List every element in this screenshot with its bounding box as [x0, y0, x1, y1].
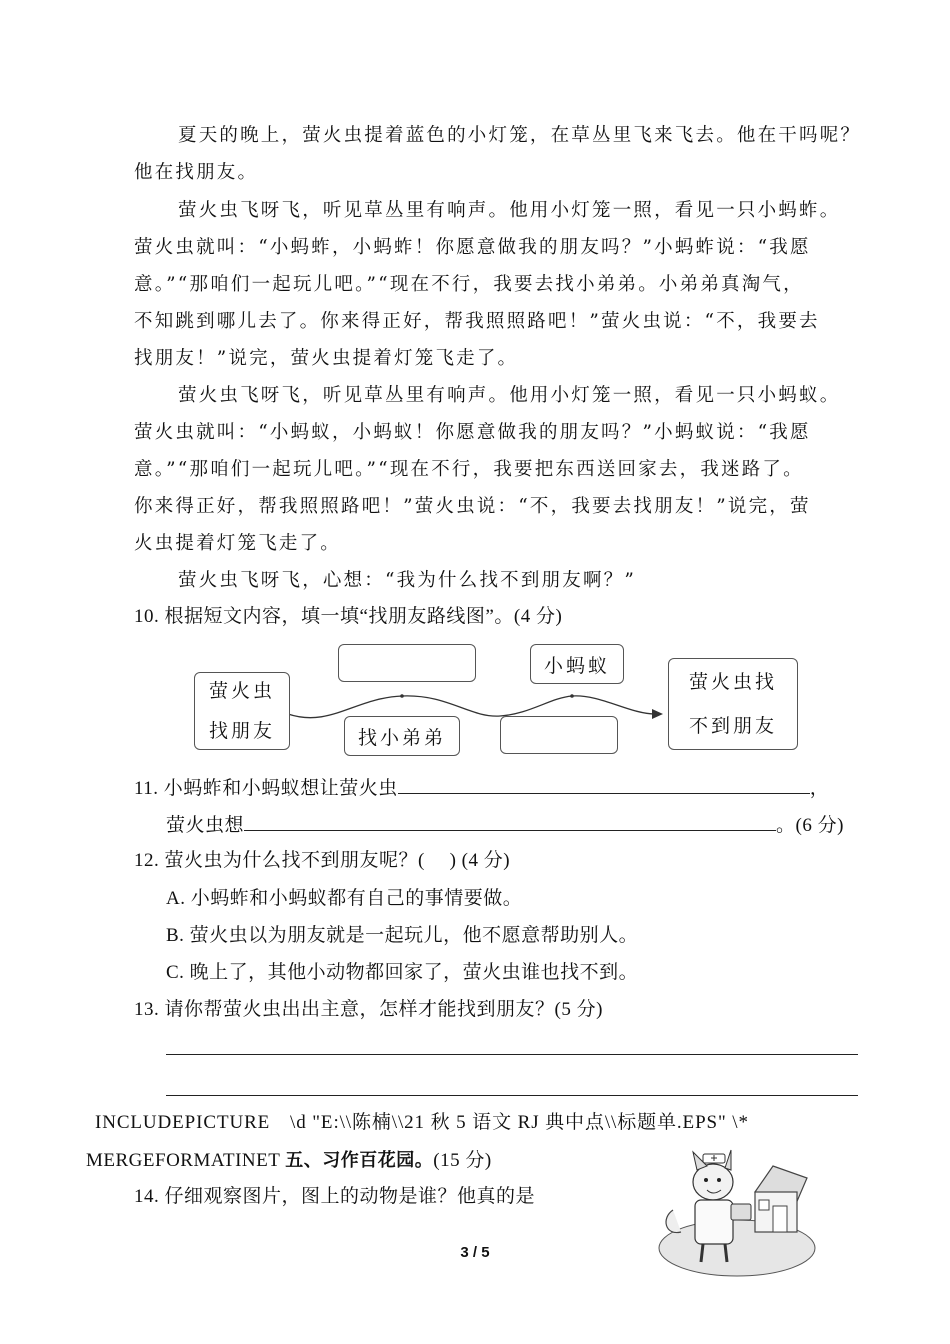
question-12-option-c[interactable]: C. 晚上了，其他小动物都回家了，萤火虫谁也找不到。	[166, 962, 639, 983]
question-13-answer-line-2[interactable]	[166, 1095, 858, 1096]
route-box-ant: 小蚂蚁	[530, 644, 624, 684]
story-p3-line5: 火虫提着灯笼飞走了。	[134, 533, 342, 554]
question-12: 12. 萤火虫为什么找不到朋友呢？( ) (4 分)	[134, 850, 511, 871]
route-blank-box-1[interactable]	[338, 644, 476, 682]
house-icon	[755, 1166, 807, 1232]
section5-field-code-end: MERGEFORMATINET	[86, 1150, 286, 1171]
question-12-option-b[interactable]: B. 萤火虫以为朋友就是一起玩儿，他不愿意帮助别人。	[166, 925, 639, 946]
story-p1-line1: 夏天的晚上，萤火虫提着蓝色的小灯笼，在草丛里飞来飞去。他在干吗呢？	[178, 125, 862, 146]
story-p2-line2: 萤火虫就叫：“小蚂蚱，小蚂蚱！你愿意做我的朋友吗？”小蚂蚱说：“我愿	[134, 237, 811, 258]
story-p2-line4: 不知跳到哪儿去了。你来得正好，帮我照照路吧！”萤火虫说：“不，我要去	[134, 311, 820, 332]
question-13: 13. 请你帮萤火虫出出主意，怎样才能找到朋友？(5 分)	[134, 999, 603, 1020]
question-12-option-a[interactable]: A. 小蚂蚱和小蚂蚁都有自己的事情要做。	[166, 888, 523, 909]
route-end-line1: 萤火虫找	[688, 671, 777, 693]
route-dot-2	[570, 694, 574, 698]
route-start-line2: 找朋友	[208, 720, 275, 742]
section5-score: (15 分)	[433, 1150, 492, 1171]
page-number: 3 / 5	[460, 1244, 490, 1261]
question-10: 10. 根据短文内容，填一填“找朋友路线图”。(4 分)	[134, 606, 563, 627]
route-end-box	[668, 658, 798, 750]
question-11-comma: ，	[809, 778, 830, 799]
route-start-box	[194, 672, 290, 750]
route-start-line1: 萤火虫	[208, 680, 275, 702]
route-end-line2: 不到朋友	[688, 715, 777, 737]
story-p2-line5: 找朋友！”说完，萤火虫提着灯笼飞走了。	[134, 348, 519, 369]
question-11-prefix: 11. 小蚂蚱和小蚂蚁想让萤火虫	[134, 778, 398, 799]
story-p3-line2: 萤火虫就叫：“小蚂蚁，小蚂蚁！你愿意做我的朋友吗？”小蚂蚁说：“我愿	[134, 422, 811, 443]
question-14: 14. 仔细观察图片，图上的动物是谁？他真的是	[134, 1186, 536, 1207]
story-p1-line2: 他在找朋友。	[134, 162, 259, 183]
question-11-line1	[134, 775, 829, 801]
question-13-answer-line-1[interactable]	[166, 1054, 858, 1055]
question-11-answer-blank-2[interactable]	[244, 812, 776, 831]
route-box-little-brother: 找小弟弟	[344, 716, 460, 756]
story-p3-line4: 你来得正好，帮我照照路吧！”萤火虫说：“不，我要去找朋友！”说完，萤	[134, 496, 811, 517]
story-p4-line1: 萤火虫飞呀飞，心想：“我为什么找不到朋友啊？”	[178, 570, 637, 591]
section5-field-code: INCLUDEPICTURE \d "E:\\陈楠\\21 秋 5 语文 RJ 典中点\\标题单.EPS" \*	[95, 1112, 749, 1133]
question-11-line2-prefix: 萤火虫想	[166, 815, 245, 836]
route-dot-1	[400, 694, 404, 698]
question-11-score: 。(6 分)	[776, 815, 844, 836]
story-p3-line3: 意。”“那咱们一起玩儿吧。”“现在不行，我要把东西送回家去，我迷路了。	[134, 459, 804, 480]
question-11-line2	[166, 812, 844, 838]
route-arrow-head	[652, 709, 663, 719]
route-path	[288, 696, 655, 718]
question-11-answer-blank-1[interactable]	[398, 775, 810, 794]
section5-title: 五、习作百花园。	[285, 1150, 434, 1171]
story-p3-line1: 萤火虫飞呀飞，听见草丛里有响声。他用小灯笼一照，看见一只小蚂蚁。	[178, 385, 841, 406]
section5-heading	[86, 1149, 492, 1173]
story-p2-line1: 萤火虫飞呀飞，听见草丛里有响声。他用小灯笼一照，看见一只小蚂蚱。	[178, 200, 841, 221]
story-p2-line3: 意。”“那咱们一起玩儿吧。”“现在不行，我要去找小弟弟。小弟弟真淘气，	[134, 274, 804, 295]
route-blank-box-2[interactable]	[500, 716, 618, 754]
